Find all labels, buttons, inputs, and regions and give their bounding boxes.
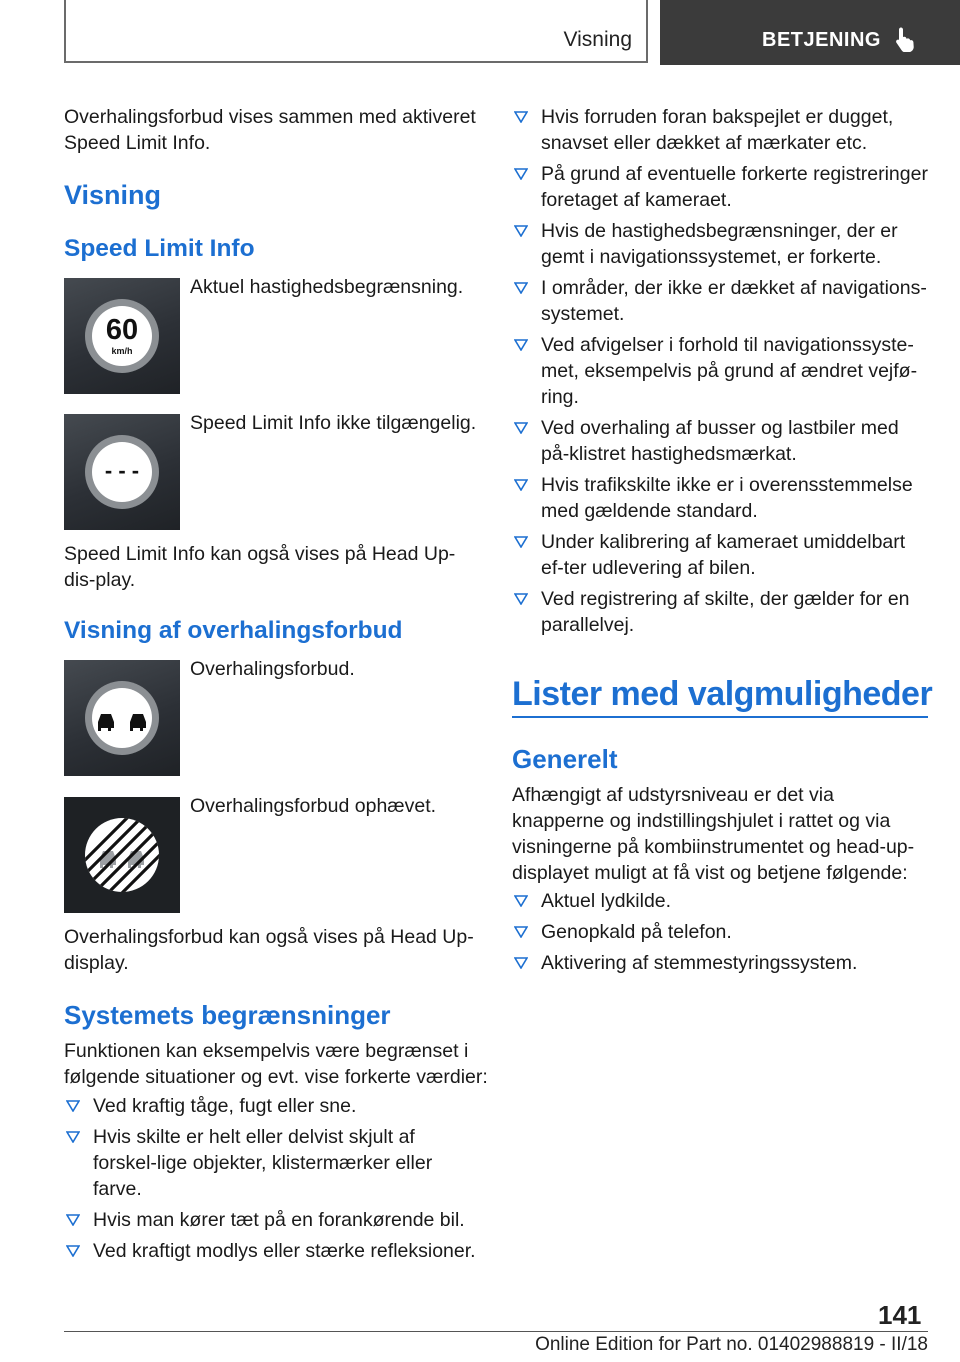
header-section-title: Visning: [563, 28, 632, 51]
sign-speed-number: 60: [105, 314, 139, 346]
list-item: Hvis man kører tæt på en forankørende bil.: [64, 1207, 484, 1233]
speed-limit-60-sign: [64, 278, 180, 394]
heading-generelt: Generelt: [512, 744, 618, 774]
sign-dashes: - - -: [104, 458, 140, 483]
heading-visning: Visning: [64, 180, 162, 210]
triangle-bullet-icon: [514, 926, 528, 938]
list-item: Hvis de hastighedsbegrænsninger, der er gemt i navigationssystemet, er forkerte.: [512, 218, 928, 270]
heading-lister-med-valgmuligheder: Lister med valgmuligheder: [512, 675, 933, 713]
triangle-bullet-icon: [514, 339, 528, 351]
begraensninger-text: Funktionen kan eksempelvis være begrænset i følgende situationer og evt. vise forkerte værdier:: [64, 1040, 488, 1088]
list-item: Hvis skilte er helt eller delvist skjult af forskel‐lige objekter, klistermærker eller farve.: [64, 1124, 484, 1202]
speed-hud-text: Speed Limit Info kan også vises på Head Up-dis‐play.: [64, 543, 456, 591]
triangle-bullet-icon: [66, 1131, 80, 1143]
triangle-bullet-icon: [514, 111, 528, 123]
sign-caption-no-overtaking: Overhalingsforbud.: [190, 658, 355, 680]
generelt-text: Afhængigt af udstyrsniveau er det via knapperne og indstillingshjulet i rattet og via visningerne på kombiinstrumentet og head-up-displayet muligt at få vist og betjene følgende:: [512, 784, 915, 884]
heading-speed-limit-info: Speed Limit Info: [64, 235, 255, 262]
triangle-bullet-icon: [514, 168, 528, 180]
sign-caption-end-no-overtaking: Overhalingsforbud ophævet.: [190, 795, 437, 817]
header-chapter-title: BETJENING: [762, 29, 881, 51]
heading-overhalingsforbud: Visning af overhalingsforbud: [64, 617, 403, 644]
page-number: 141: [878, 1300, 922, 1330]
list-item: I områder, der ikke er dækket af navigations‐systemet.: [512, 275, 928, 327]
list-item: Ved overhaling af busser og lastbiler med på‐klistret hastighedsmærkat.: [512, 415, 928, 467]
no-overtaking-sign: [64, 660, 180, 776]
intro-text: Overhalingsforbud vises sammen med aktiveret Speed Limit Info.: [64, 106, 476, 154]
triangle-bullet-icon: [514, 895, 528, 907]
options-bullet-list: [512, 888, 928, 981]
heading-begraensninger: Systemets begrænsninger: [64, 1000, 391, 1030]
sign-caption-current-limit: Aktuel hastighedsbegrænsning.: [190, 276, 464, 298]
footer-rule: [64, 1331, 928, 1332]
header-chapter-box: [660, 0, 960, 65]
right-bullet-list: [512, 104, 928, 643]
triangle-bullet-icon: [66, 1100, 80, 1112]
list-item: På grund af eventuelle forkerte registreringer foretaget af kameraet.: [512, 161, 928, 213]
list-item: Ved kraftig tåge, fugt eller sne.: [64, 1093, 484, 1119]
pointing-hand-icon: [894, 26, 916, 57]
header-section-box: [64, 0, 648, 63]
footer-edition: Online Edition for Part no. 01402988819 - II/18: [535, 1334, 928, 1355]
sign-caption-unavailable: Speed Limit Info ikke tilgængelig.: [190, 412, 477, 434]
list-item: Under kalibrering af kameraet umiddelbart ef‐ter udlevering af bilen.: [512, 529, 928, 581]
speed-limit-unavailable-sign: [64, 414, 180, 530]
list-item: Ved registrering af skilte, der gælder for en parallelvej.: [512, 586, 928, 638]
triangle-bullet-icon: [514, 282, 528, 294]
list-item: Ved kraftigt modlys eller stærke refleksioner.: [64, 1238, 484, 1264]
end-no-overtaking-sign: [64, 797, 180, 913]
left-bullet-list: [64, 1093, 484, 1269]
sign-speed-unit: km/h: [111, 346, 133, 356]
list-item: Hvis forruden foran bakspejlet er dugget, snavset eller dækket af mærkater etc.: [512, 104, 928, 156]
triangle-bullet-icon: [514, 225, 528, 237]
triangle-bullet-icon: [514, 957, 528, 969]
triangle-bullet-icon: [66, 1214, 80, 1226]
list-item: Hvis trafikskilte ikke er i overensstemmelse med gældende standard.: [512, 472, 928, 524]
triangle-bullet-icon: [514, 422, 528, 434]
triangle-bullet-icon: [514, 536, 528, 548]
list-item: Aktuel lydkilde.: [512, 888, 928, 914]
overhal-hud-text: Overhalingsforbud kan også vises på Head Up-display.: [64, 926, 474, 974]
list-item: Ved afvigelser i forhold til navigationssyste‐met, eksempelvis på grund af ændret vejfø‐ring.: [512, 332, 928, 410]
triangle-bullet-icon: [514, 593, 528, 605]
list-item: Genopkald på telefon.: [512, 919, 928, 945]
list-item: Aktivering af stemmestyringssystem.: [512, 950, 928, 976]
heading-underline: [512, 716, 928, 718]
triangle-bullet-icon: [66, 1245, 80, 1257]
triangle-bullet-icon: [514, 479, 528, 491]
